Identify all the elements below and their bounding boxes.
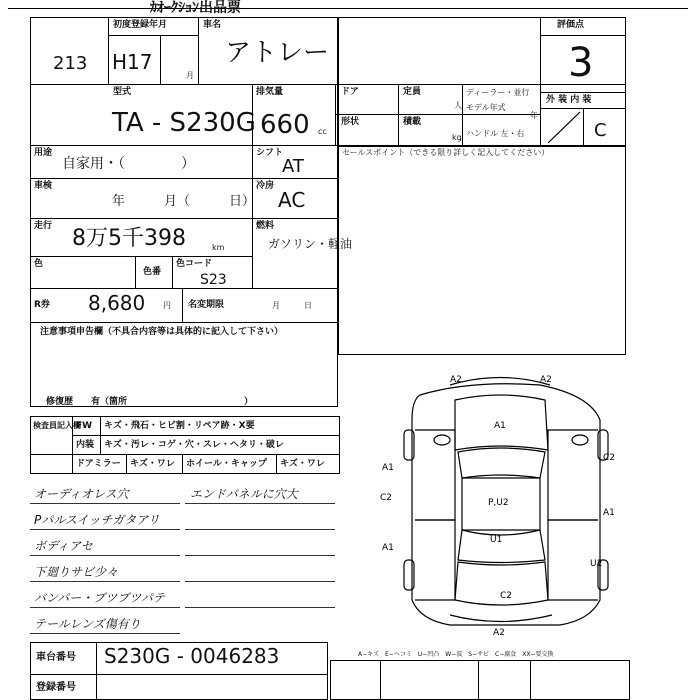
mileage-label: 走行 bbox=[34, 221, 53, 231]
name-change-label: 名変期限 bbox=[188, 300, 225, 310]
inspection-label: 車検 bbox=[34, 181, 53, 191]
interior-label: 内装 bbox=[76, 440, 95, 450]
mark-left-c2: C2 bbox=[380, 493, 393, 503]
note-1: オーディオレス穴 bbox=[34, 487, 129, 501]
fuel-value: ガソリン・軽油 bbox=[268, 237, 353, 251]
mark-rear-a2: A2 bbox=[493, 628, 505, 638]
remarks-header: 注意事項申告欄（不具合内容等は具体的に記入して下さい） bbox=[40, 327, 284, 337]
recycle-fee-value: 8,680 bbox=[88, 291, 146, 315]
usage-value: 自家用・（ ） bbox=[62, 156, 195, 172]
aircon-value: AC bbox=[278, 188, 306, 212]
mark-front-a2-left: A2 bbox=[450, 375, 462, 385]
note-5: バンパー・ブツブツパテ bbox=[34, 591, 165, 605]
interior-items: キズ・汚レ・コゲ・穴・スレ・ヘタリ・破レ bbox=[104, 440, 284, 450]
car-name-label: 車名 bbox=[203, 20, 222, 30]
evaluation-score: 3 bbox=[568, 40, 594, 86]
model-label: 型式 bbox=[113, 87, 132, 97]
exterior-interior-label: 外 装 内 装 bbox=[546, 95, 592, 105]
chassis-label: 車台番号 bbox=[36, 652, 76, 663]
model-year-label: モデル年式 bbox=[466, 103, 506, 112]
note-right: エンドパネルに穴大 bbox=[190, 487, 298, 501]
form-title: ｶｵｰｸｼｮﾝ出品票 bbox=[150, 0, 241, 16]
note-2: Pパルスイッチガタアリ bbox=[34, 513, 160, 527]
mark-roof: P,U2 bbox=[488, 498, 509, 508]
evaluation-label: 評価点 bbox=[557, 20, 585, 30]
load-label: 積載 bbox=[403, 117, 422, 127]
first-registration-year: H17 bbox=[112, 50, 153, 74]
inspection-value: 年 月（ 日） bbox=[112, 194, 256, 209]
mileage-value: 8万5千398 bbox=[72, 226, 186, 251]
mark-front-a2-right: A2 bbox=[540, 375, 552, 385]
name-change-value: 月 日 bbox=[272, 301, 312, 310]
note-6: テールレンズ傷有り bbox=[34, 617, 141, 631]
fuel-label: 燃料 bbox=[256, 221, 275, 231]
mark-rear-c2: C2 bbox=[500, 591, 513, 601]
inspector-notes-label: 検査員記入欄 bbox=[33, 421, 81, 430]
usage-label: 用途 bbox=[34, 148, 53, 158]
color-no-label: 色番 bbox=[143, 267, 162, 277]
recycle-fee-label: R券 bbox=[34, 300, 50, 310]
mark-right-a1: A1 bbox=[603, 508, 615, 518]
aircon-label: 冷房 bbox=[256, 181, 275, 191]
mark-left-a1: A1 bbox=[382, 463, 394, 473]
lot-number: 213 bbox=[53, 53, 88, 74]
displacement-label: 排気量 bbox=[256, 87, 284, 97]
note-3: ボディアセ bbox=[34, 539, 93, 553]
fw-items: キズ・飛石・ヒビ割・リペア跡・X要 bbox=[104, 421, 255, 431]
repair-history: 修復歴 有（箇所 ） bbox=[46, 397, 254, 407]
color-label: 色 bbox=[34, 259, 44, 269]
capacity-label: 定員 bbox=[403, 87, 422, 97]
damage-legend: A−キズ E−ヘコミ U−凹凸 W−波 S−サビ C−腐食 XX−要交換 bbox=[358, 651, 554, 658]
door-mirror-items: キズ・ワレ bbox=[130, 459, 175, 469]
fw-label: FW bbox=[76, 421, 93, 431]
chassis-number: S230G - 0046283 bbox=[104, 644, 280, 668]
door-label: ドア bbox=[341, 87, 359, 97]
dealer-label: ディーラー・並行 bbox=[466, 88, 530, 97]
first-registration-label: 初度登録年月 bbox=[113, 20, 168, 30]
shift-label: シフト bbox=[256, 148, 284, 158]
mark-rear: U1 bbox=[490, 535, 503, 545]
note-4: 下廻りサビ少々 bbox=[34, 565, 119, 579]
door-mirror-label: ドアミラー bbox=[76, 459, 121, 469]
shape-label: 形状 bbox=[341, 117, 360, 127]
shift-value: AT bbox=[282, 156, 304, 177]
mark-hood: A1 bbox=[494, 421, 506, 431]
displacement: 660 bbox=[260, 110, 310, 140]
car-name: アトレー bbox=[225, 38, 330, 68]
color-code-value: S23 bbox=[200, 272, 227, 288]
handle-label: ハンドル 左・右 bbox=[466, 129, 525, 138]
interior-grade: C bbox=[594, 120, 607, 141]
mark-left-a1-lower: A1 bbox=[382, 543, 394, 553]
seller-points-label: セールスポイント（できる限り詳しく記入してください） bbox=[342, 148, 550, 157]
color-code-label: 色コード bbox=[176, 259, 213, 269]
wheel-cap-items: キズ・ワレ bbox=[280, 459, 325, 469]
mark-right-u2: U2 bbox=[590, 559, 603, 569]
model-code: TA - S230G bbox=[112, 108, 256, 138]
wheel-cap-label: ホイール・キャップ bbox=[186, 459, 267, 469]
registration-label: 登録番号 bbox=[36, 682, 76, 693]
mark-right-c2: C2 bbox=[603, 453, 616, 463]
